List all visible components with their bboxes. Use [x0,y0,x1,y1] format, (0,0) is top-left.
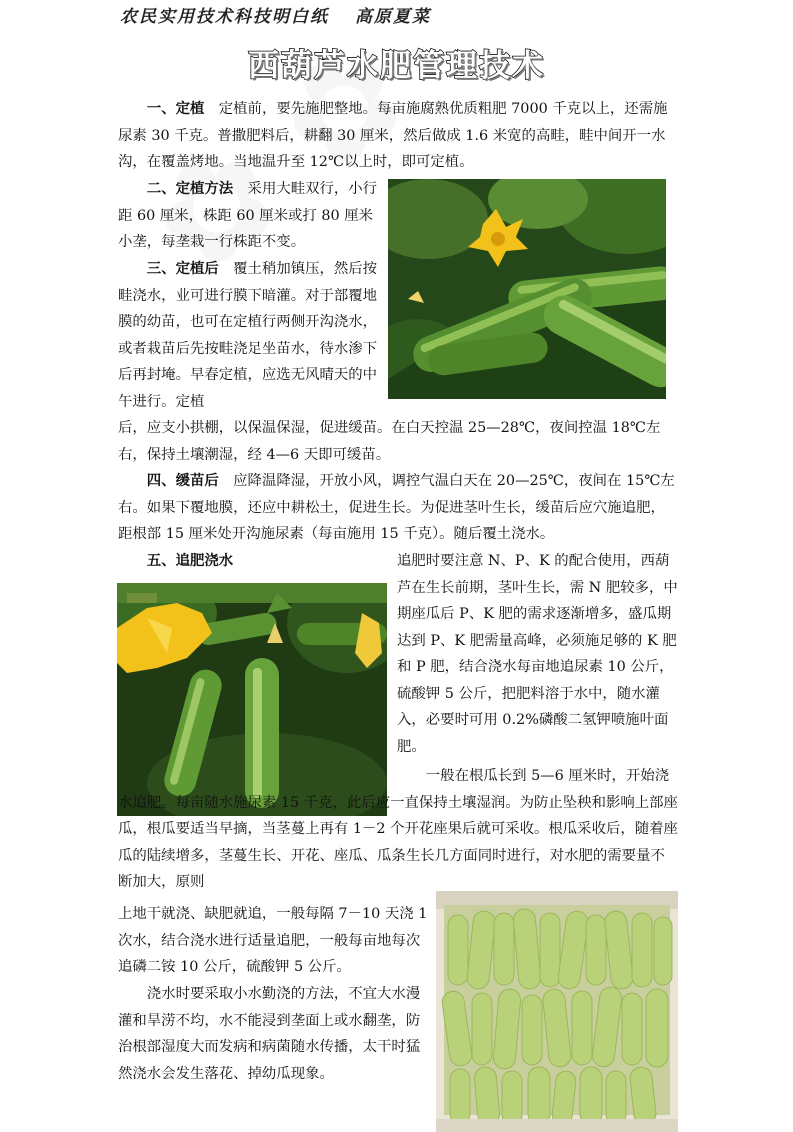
section-text: 浇水时要采取小水勤浇的方法，不宜大水漫灌和旱涝不均，水不能浸到垄面上或水翻垄，防治根部湿度大而发病和病菌随水传播，太干时猛然浇水会发生落花、掉幼瓜现象。 [118,986,421,1082]
section-text: 后，应支小拱棚，以保温保湿，促进缓苗。在白天控温 25—28℃，夜间控温 18℃左右，保持土壤潮湿，经 4—6 天即可缓苗。 [118,420,661,463]
section-watering-method [118,981,430,1087]
section-text: 覆土稍加镇压，然后按畦浇水，业可进行膜下暗灌。对于部覆地膜的幼苗，也可在定植行两侧开沟浇水，或者栽苗后先按畦浇足坐苗水，待水渗下后再封埯。早春定植，应选无风晴天的中午进行。定植 [118,261,378,410]
page-header [120,2,431,27]
section-after-planting [118,256,380,415]
section-label: 四、缓苗后 [146,472,219,489]
section-watering-rule [118,901,430,981]
section-text: 上地干就浇、缺肥就追，一般每隔 7－10 天浇 1 次水，结合浇水进行适量追肥，一般每亩地每次追磷二铵 10 公斤，硫酸钾 5 公斤。 [118,906,428,975]
section-label: 一、定植 [146,100,205,117]
header-series: 农民实用技术科技明白纸 [120,7,329,27]
zucchini-plant-photo [388,179,666,399]
section-text: 一般在根瓜长到 5—6 厘米时，开始浇水追肥。每亩随水施尿素 15 千克，此后应一直保持土壤湿润。为防止坠秧和影响上部座瓜，根瓜要适当早摘，当茎蔓上再有 1－2 个开花座果后就可采收。根瓜采收后，随着座瓜的陆续增多，茎蔓生长、开花、座瓜、瓜条生长几方面同时进行，对水肥的需要量不断加大，原则 [118,768,678,890]
section-seedling-recovery [118,468,678,548]
section-planting [118,96,678,176]
section-label: 三、定植后 [146,260,219,277]
header-topic: 高原夏菜 [355,7,431,27]
section-method [118,176,380,256]
section-fertilizer-text [397,548,678,760]
section-after-planting-cont [118,415,678,468]
section-text: 追肥时要注意 N、P、K 的配合使用，西葫芦在生长前期，茎叶生长，需 N 肥较多，中期座瓜后 P、K 肥的需求逐渐增多，盛瓜期达到 P、K 肥需量高峰，必须施足够的 K 肥和 P 肥，结合浇水每亩地追尿素 10 公斤，硫酸钾 5 公斤，把肥料溶于水中，随水灌入，必要时可用 0.2%磷酸二氢钾喷施叶面肥。 [397,553,678,755]
harvested-zucchini-photo [436,891,678,1132]
section-text: 采用大畦双行，小行距 60 厘米，株距 60 厘米或打 80 厘米小垄，每垄栽一行株距不变。 [118,181,378,250]
section-label: 五、追肥浇水 [146,552,234,569]
section-watering-timing [118,763,678,896]
section-text: 定植前，要先施肥整地。每亩施腐熟优质粗肥 7000 千克以上，还需施尿素 30 千克。普撒肥料后，耕翻 30 厘米，然后做成 1.6 米宽的高畦，畦中间开一水沟，在覆盖烤地。当地温升至 12℃以上时，即可定植。 [118,101,668,170]
section-text: 应降温降湿，开放小风，调控气温白天在 20—25℃，夜间在 15℃左右。如果下覆地膜，还应中耕松土，促进生长。为促进茎叶生长，缓苗后应穴施追肥，距根部 15 厘米处开沟施尿素（每亩施用 15 千克）。随后覆土浇水。 [118,473,675,542]
page-title: 西葫芦水肥管理技术 [248,48,545,84]
section-label: 二、定植方法 [146,180,234,197]
